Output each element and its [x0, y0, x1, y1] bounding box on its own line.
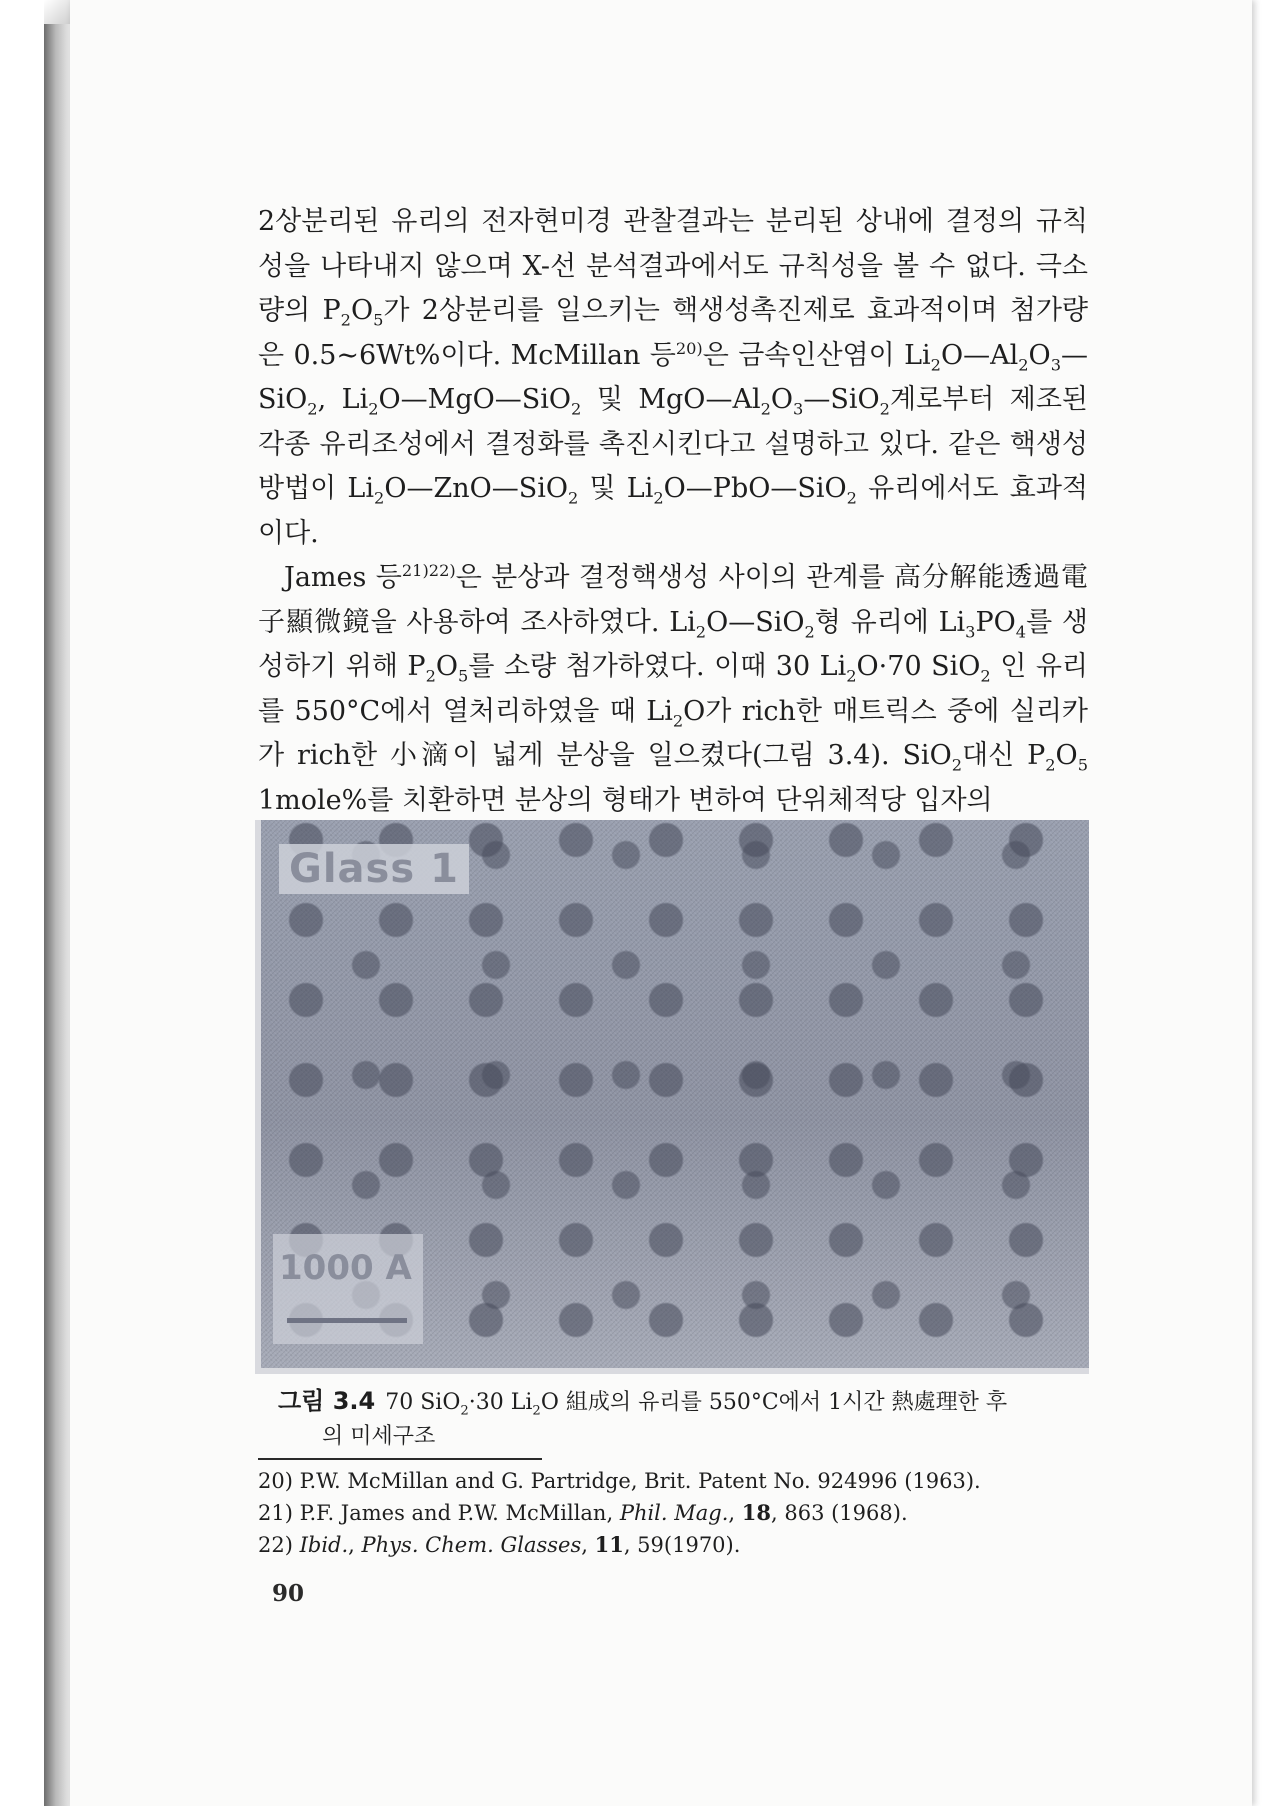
caption-text-line2: 의 미세구조	[322, 1424, 436, 1449]
scale-label: 1000 A	[279, 1248, 412, 1288]
figure-caption	[278, 1384, 1078, 1454]
footnote-20: 20) P.W. McMillan and G. Partridge, Brit. Patent No. 924996 (1963).	[258, 1469, 981, 1493]
paragraph: James 등$^{21)22)}$은 분상과 결정핵생성 사이의 관계를 高分解能透過電子顯微鏡을 사용하여 조사하였다. $Li_2O—SiO_2$형 유리에 $Li_3PO_4$를 생성하기 위해 $P_2O_5$를 소량 첨가하였다. 이때 30 $Li_2O\cdot 70$ SiO$_2$ 인 유리를 550°C에서 열처리하였을 때 $Li_2O$가 rich한 매트릭스 중에 실리카가 rich한 小滴이 넓게 분상을 일으켰다(그림 3.4). SiO$_2$대신 $P_2O_5$ 1mole%를 치환하면 분상의 형태가 변하여 단위체적당 입자의	[258, 561, 1088, 816]
figure-label: Glass 1	[279, 844, 469, 894]
footnote-divider	[258, 1458, 542, 1460]
caption-text: 70 SiO$_2$·30 $Li_2O$ 組成의 유리를 550°C에서 1시간 熱處理한 후	[385, 1390, 1008, 1419]
book-spine-shadow	[44, 0, 70, 1806]
scale-bar	[287, 1318, 407, 1323]
paragraph: 2상분리된 유리의 전자현미경 관찰결과는 분리된 상내에 결정의 규칙성을 나타내지 않으며 X-선 분석결과에서도 규칙성을 볼 수 없다. 극소량의 $P_2O_5$가 2상분리를 일으키는 핵생성촉진제로 효과적이며 첨가량은 0.5∼6Wt%이다. McMillan 등$^{20)}$은 금속인산염이 $Li_2O—Al_2O_3—SiO_2$, $Li_2O—MgO—SiO_2$ 및 $MgO—Al_2O_3—SiO_2$계로부터 제조된 각종 유리조성에서 결정화를 촉진시킨다고 설명하고 있다. 같은 핵생성방법이 $Li_2O—ZnO—SiO_2$ 및 $Li_2O—PbO—SiO_2$ 유리에서도 효과적이다.	[258, 206, 1089, 549]
page-number: 90	[272, 1580, 305, 1607]
caption-number: 그림 3.4	[278, 1387, 376, 1415]
footnotes	[258, 1466, 1088, 1561]
micrograph-figure	[255, 820, 1089, 1374]
body-text	[258, 200, 1088, 823]
scale-bar-box	[273, 1234, 423, 1344]
footnote-22: 22) Ibid., Phys. Chem. Glasses, 11, 59(1970).	[258, 1532, 741, 1557]
footnote-21: 21) P.F. James and P.W. McMillan, Phil. Mag., 18, 863 (1968).	[258, 1500, 908, 1525]
page-corner	[44, 0, 70, 24]
